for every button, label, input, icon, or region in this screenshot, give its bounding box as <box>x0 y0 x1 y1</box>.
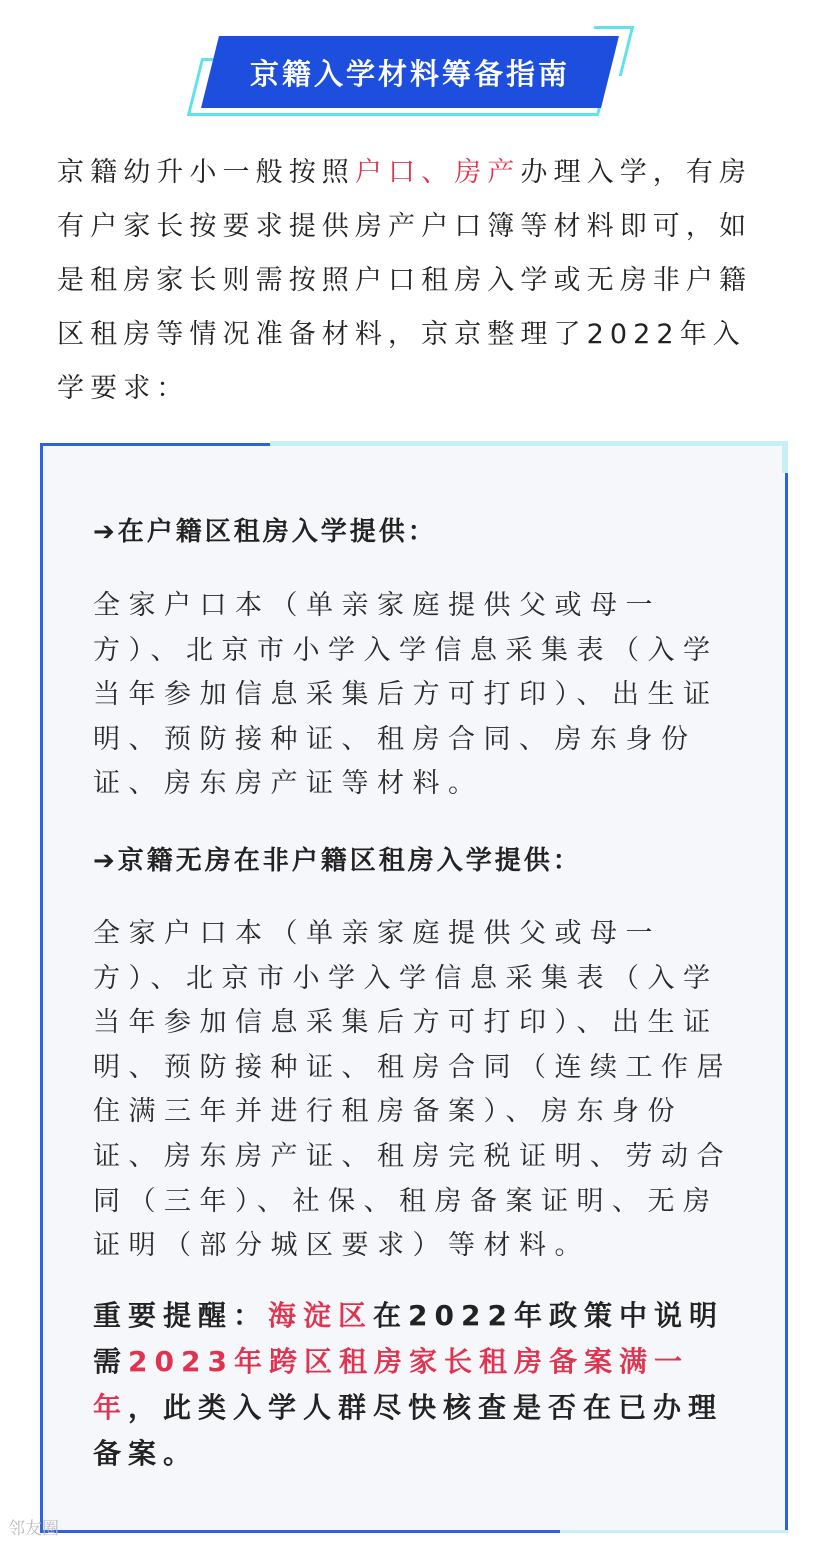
note-district: 海淀区 <box>268 1299 374 1332</box>
section2-heading: ➔京籍无房在非户籍区租房入学提供： <box>93 846 582 876</box>
box-bottom-accent <box>560 1530 788 1533</box>
intro-text-2: 办理入学，有房有户家长按要求提供房产户口簿等材料即可，如是租房家长则需按照户口租房入学或无房非户籍区租房等情况准备材料，京京整理了2022年入学要求： <box>57 157 753 404</box>
intro-paragraph <box>57 146 773 416</box>
section2-body: 全家户口本（单亲家庭提供父或母一方）、北京市小学入学信息采集表（入学当年参加信息采集后方可打印）、出生证明、预防接种证、租房合同（连续工作居住满三年并进行租房备案）、房东身份证、房东房产证、租房完税证明、劳动合同（三年）、社保、租房备案证明、无房证明（部分城区要求）等材料。 <box>93 918 732 1262</box>
note-text-1: 在2022年政策中说明需 <box>93 1299 724 1378</box>
note-text-2: ，此类入学人群尽快核查是否在已办理备案。 <box>93 1391 724 1470</box>
title-banner <box>188 24 638 126</box>
section1-heading: ➔在户籍区租房入学提供： <box>93 517 437 547</box>
important-note <box>93 1293 738 1477</box>
box-top-border <box>40 443 270 446</box>
box-top-accent <box>270 441 788 446</box>
note-highlight: 2023年跨区租房家长租房备案满一年 <box>93 1345 689 1424</box>
intro-highlight: 户口、房产 <box>354 157 521 188</box>
section1-body: 全家户口本（单亲家庭提供父或母一方）、北京市小学入学信息采集表（入学当年参加信息采集后方可打印）、出生证明、预防接种证、租房合同、房东身份证、房东房产证等材料。 <box>93 590 719 800</box>
note-label: 重要提醒： <box>93 1299 269 1332</box>
box-corner-accent <box>782 441 788 473</box>
intro-text-1: 京籍幼升小一般按照 <box>57 157 355 188</box>
page-title: 京籍入学材料筹备指南 <box>249 56 570 91</box>
watermark: 邻友圈 <box>8 1519 59 1539</box>
